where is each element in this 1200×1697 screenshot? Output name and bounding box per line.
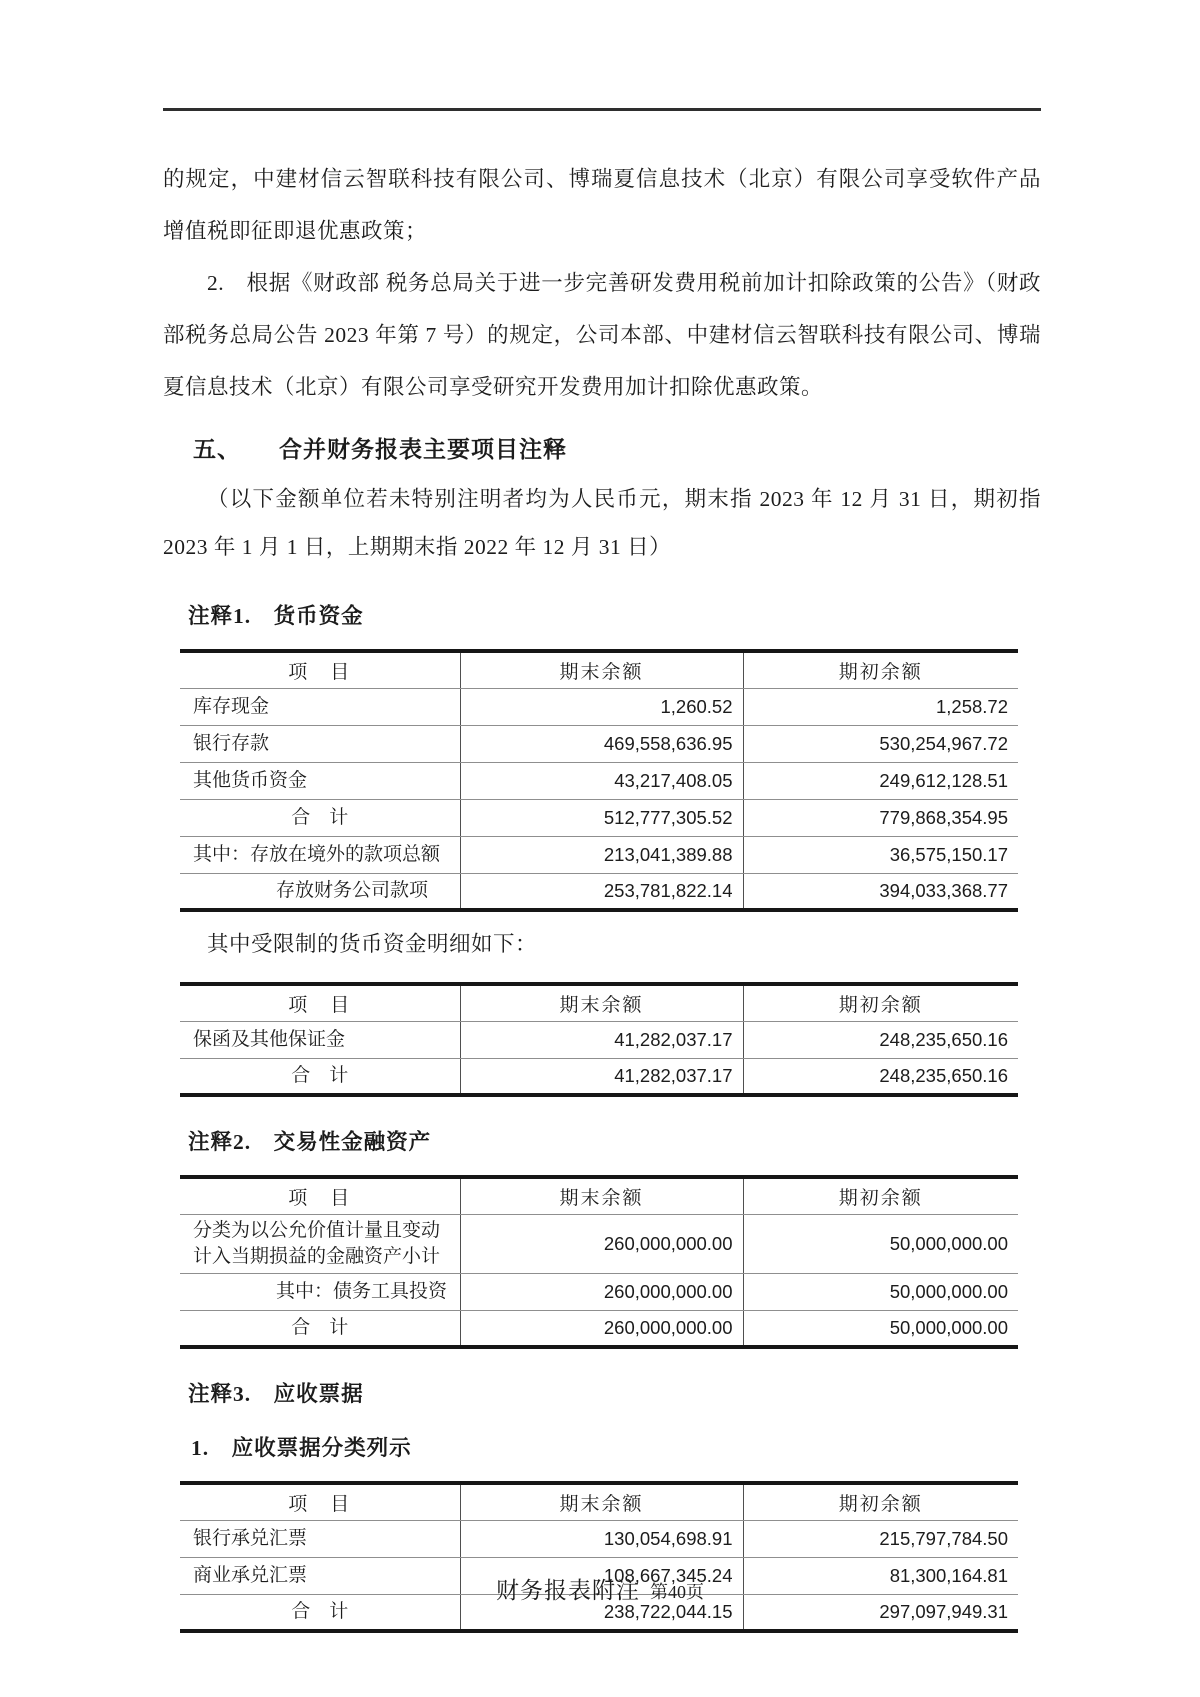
header-rule bbox=[163, 108, 1041, 111]
header-row bbox=[180, 984, 1018, 1021]
section-title: 合并财务报表主要项目注释 bbox=[279, 437, 567, 462]
beginning-balance-value: 81,300,164.81 bbox=[743, 1557, 1018, 1594]
table-header bbox=[180, 1483, 1018, 1520]
ending-balance-value: 213,041,389.88 bbox=[460, 836, 743, 873]
table-header bbox=[180, 651, 1018, 688]
table-row bbox=[180, 1021, 1018, 1058]
ending-balance-value: 43,217,408.05 bbox=[460, 762, 743, 799]
row-item-label: 其中：存放在境外的款项总额 bbox=[180, 836, 460, 873]
page-footer bbox=[0, 1572, 1200, 1605]
beginning-balance-value: 530,254,967.72 bbox=[743, 725, 1018, 762]
note1-heading: 注释1. 货币资金 bbox=[188, 604, 364, 628]
row-item-label: 合 计 bbox=[291, 1064, 349, 1086]
table-row bbox=[180, 1310, 1018, 1347]
footer-page-number: 第40页 bbox=[650, 1582, 704, 1602]
ending-balance-value: 253,781,822.14 bbox=[460, 873, 743, 910]
col-header-item: 项 目 bbox=[180, 1177, 460, 1214]
note1-cash-table bbox=[180, 649, 1018, 912]
row-item-label: 库存现金 bbox=[180, 688, 460, 725]
note2-heading: 注释2. 交易性金融资产 bbox=[188, 1130, 432, 1154]
header-row bbox=[180, 1483, 1018, 1520]
col-header-ending-balance: 期末余额 bbox=[460, 984, 743, 1021]
col-header-beginning-balance: 期初余额 bbox=[743, 1177, 1018, 1214]
col-header-item: 项 目 bbox=[180, 1483, 460, 1520]
paragraph-item2: 2. 根据《财政部 税务总局关于进一步完善研发费用税前加计扣除政策的公告》（财政部税务总局公告 2023 年第 7 号）的规定，公司本部、中建材信云智联科技有限公司、博瑞夏信息技术（北京）有限公司享受研究开发费用加计扣除优惠政策。 bbox=[163, 271, 1041, 399]
table-row bbox=[180, 1273, 1018, 1310]
ending-balance-value: 108,667,345.24 bbox=[460, 1557, 743, 1594]
col-header-ending-balance: 期末余额 bbox=[460, 1177, 743, 1214]
ending-balance-value: 260,000,000.00 bbox=[460, 1214, 743, 1273]
table-row bbox=[180, 1214, 1018, 1273]
note3-subheading: 1. 应收票据分类列示 bbox=[191, 1436, 412, 1460]
beginning-balance-value: 248,235,650.16 bbox=[743, 1021, 1018, 1058]
section-number: 五、 bbox=[193, 437, 241, 462]
ending-balance-value: 260,000,000.00 bbox=[460, 1310, 743, 1347]
beginning-balance-value: 297,097,949.31 bbox=[743, 1594, 1018, 1631]
beginning-balance-value: 36,575,150.17 bbox=[743, 836, 1018, 873]
note2-trading-assets-table bbox=[180, 1175, 1018, 1349]
table-row bbox=[180, 762, 1018, 799]
table-header bbox=[180, 984, 1018, 1021]
table-row bbox=[180, 873, 1018, 910]
beginning-balance-value: 248,235,650.16 bbox=[743, 1058, 1018, 1095]
ending-balance-value: 260,000,000.00 bbox=[460, 1273, 743, 1310]
col-header-beginning-balance: 期初余额 bbox=[743, 651, 1018, 688]
beginning-balance-value: 249,612,128.51 bbox=[743, 762, 1018, 799]
row-item-label: 银行存款 bbox=[180, 725, 460, 762]
table-row bbox=[180, 836, 1018, 873]
beginning-balance-value: 1,258.72 bbox=[743, 688, 1018, 725]
row-item-label: 商业承兑汇票 bbox=[180, 1557, 460, 1594]
row-item-label: 合 计 bbox=[180, 799, 460, 836]
row-item-label: 银行承兑汇票 bbox=[180, 1520, 460, 1557]
section-note: （以下金额单位若未特别注明者均为人民币元，期末指 2023 年 12 月 31 日，期初指 2023 年 1 月 1 日，上期期末指 2022 年 12 月 31 日） bbox=[163, 487, 1041, 559]
table-row bbox=[180, 1520, 1018, 1557]
note3-notes-receivable-table bbox=[180, 1481, 1018, 1633]
col-header-item: 项 目 bbox=[180, 651, 460, 688]
table-row bbox=[180, 725, 1018, 762]
paragraph-continuation: 的规定，中建材信云智联科技有限公司、博瑞夏信息技术（北京）有限公司享受软件产品增值税即征即退优惠政策； bbox=[163, 167, 1041, 243]
col-header-ending-balance: 期末余额 bbox=[460, 651, 743, 688]
ending-balance-value: 1,260.52 bbox=[460, 688, 743, 725]
row-item-label: 合 计 bbox=[291, 1316, 349, 1338]
note1-restricted-table bbox=[180, 982, 1018, 1097]
table-row bbox=[180, 688, 1018, 725]
beginning-balance-value: 50,000,000.00 bbox=[743, 1310, 1018, 1347]
beginning-balance-value: 394,033,368.77 bbox=[743, 873, 1018, 910]
col-header-ending-balance: 期末余额 bbox=[460, 1483, 743, 1520]
row-item-label: 存放财务公司款项 bbox=[276, 879, 429, 901]
note3-heading: 注释3. 应收票据 bbox=[188, 1382, 364, 1406]
beginning-balance-value: 779,868,354.95 bbox=[743, 799, 1018, 836]
table-header bbox=[180, 1177, 1018, 1214]
table-row bbox=[180, 799, 1018, 836]
row-item-label: 其中：债务工具投资 bbox=[180, 1273, 460, 1310]
ending-balance-value: 469,558,636.95 bbox=[460, 725, 743, 762]
beginning-balance-value: 215,797,784.50 bbox=[743, 1520, 1018, 1557]
ending-balance-value: 41,282,037.17 bbox=[460, 1058, 743, 1095]
header-row bbox=[180, 1177, 1018, 1214]
col-header-beginning-balance: 期初余额 bbox=[743, 1483, 1018, 1520]
row-item-label: 其他货币资金 bbox=[180, 762, 460, 799]
beginning-balance-value: 50,000,000.00 bbox=[743, 1214, 1018, 1273]
section-heading bbox=[163, 427, 1041, 473]
col-header-item: 项 目 bbox=[180, 984, 460, 1021]
col-header-beginning-balance: 期初余额 bbox=[743, 984, 1018, 1021]
ending-balance-value: 238,722,044.15 bbox=[460, 1594, 743, 1631]
ending-balance-value: 130,054,698.91 bbox=[460, 1520, 743, 1557]
restricted-funds-note: 其中受限制的货币资金明细如下： bbox=[207, 932, 538, 956]
ending-balance-value: 512,777,305.52 bbox=[460, 799, 743, 836]
header-row bbox=[180, 651, 1018, 688]
row-item-label: 分类为以公允价值计量且变动计入当期损益的金融资产小计 bbox=[180, 1214, 460, 1273]
beginning-balance-value: 50,000,000.00 bbox=[743, 1273, 1018, 1310]
row-item-label: 保函及其他保证金 bbox=[180, 1021, 460, 1058]
ending-balance-value: 41,282,037.17 bbox=[460, 1021, 743, 1058]
row-item-label: 合 计 bbox=[291, 1600, 349, 1622]
footer-title: 财务报表附注 bbox=[496, 1578, 640, 1603]
table-row bbox=[180, 1058, 1018, 1095]
